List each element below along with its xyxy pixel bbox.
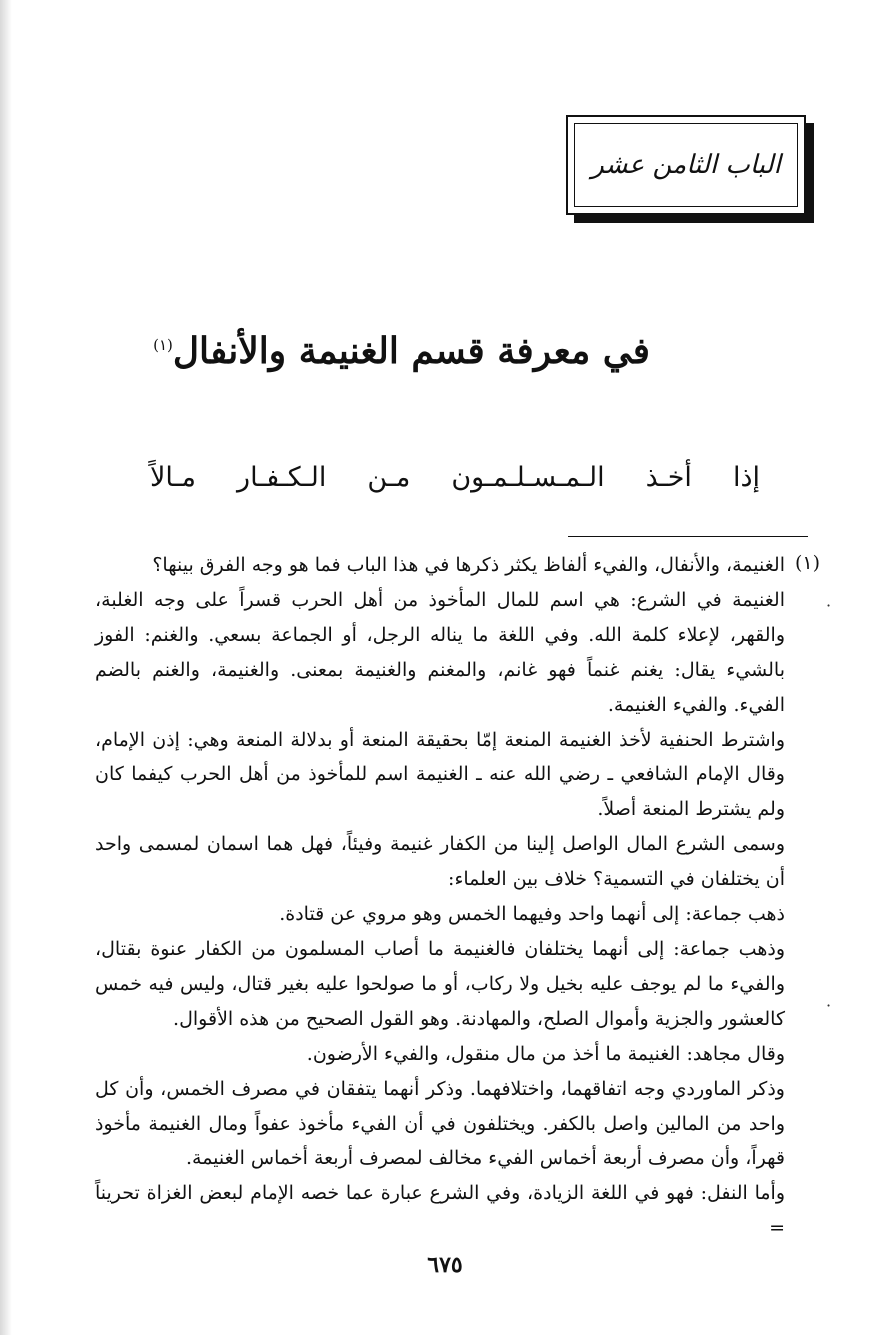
intro-line: إذا أخـذ الـمـسـلـمـون مـن الـكـفـار مـالاً (150, 462, 760, 493)
footnote-body (95, 548, 785, 1246)
margin-mark: · (826, 596, 832, 615)
footnote-marker: (١) (794, 552, 820, 574)
chapter-title: الباب الثامن عشر (591, 150, 781, 180)
footnote-paragraph: وذكر الماوردي وجه اتفاقهما، واختلافهما. وذكر أنهما يتفقان في مصرف الخمس، وأن كل واحد من المالين واصل بالكفر. ويختلفون في أن الفيء مأخوذ عفواً ومال الغنيمة مأخوذ قهراً، وأن مصرف أربعة أخماس الفيء مخالف لمصرف أربعة أخماس الغنيمة. (95, 1077, 785, 1170)
margin-mark: · (826, 996, 832, 1015)
footnote-paragraph: وأما النفل: فهو في اللغة الزيادة، وفي الشرع عبارة عما خصه الإمام لبعض الغزاة تحريناً = (95, 1182, 785, 1240)
scan-edge-shadow (0, 0, 12, 1335)
footnote-paragraph: الغنيمة، والأنفال، والفيء ألفاظ يكثر ذكرها في هذا الباب فما هو وجه الفرق بينها؟ (152, 554, 785, 576)
page-number: ٦٧٥ (427, 1252, 463, 1278)
footnote-paragraph: وسمى الشرع المال الواصل إلينا من الكفار غنيمة وفيئاً، فهل هما اسمان لمسمى واحد أن يختلفان في التسمية؟ خلاف بين العلماء: (95, 833, 785, 891)
footnote-paragraph: ذهب جماعة: إلى أنهما واحد وفيهما الخمس وهو مروي عن قتادة. (279, 903, 785, 926)
footnote-paragraph: وذهب جماعة: إلى أنهما يختلفان فالغنيمة ما أصاب المسلمون من الكفار عنوة بقتال، والفيء ما لم يوجف عليه بخيل ولا ركاب، أو ما صولحوا عليه بغير قتال، وليس فيه خمس كالعشور والجزية وأموال الصلح، والمهادنة. وهو القول الصحيح من هذه الأقوال. (95, 937, 785, 1030)
footnote-paragraph: وقال مجاهد: الغنيمة ما أخذ من مال منقول، والفيء الأرضون. (306, 1042, 785, 1065)
footnote-separator (568, 536, 808, 537)
footnote-paragraph: واشترط الحنفية لأخذ الغنيمة المنعة إمّا بحقيقة المنعة أو بدلالة المنعة وهي: إذن الإمام، وقال الإمام الشافعي ـ رضي الله عنه ـ الغنيمة اسم للمأخوذ من أهل الحرب كيفما كان ولم يشترط المنعة أصلاً. (95, 728, 785, 821)
footnote-paragraph: الغنيمة في الشرع: هي اسم للمال المأخوذ من أهل الحرب قسراً على وجه الغلبة، والقهر، لإعلاء كلمة الله. وفي اللغة ما يناله الرجل، أو الجماعة بسعي. والغنم: الفوز بالشيء يقال: يغنم غنماً فهو غانم، والمغنم والغنيمة بمعنى. والغنيمة، والغنم بالضم الفيء. والفيء الغنيمة. (95, 588, 785, 716)
footnote-reference: (١) (153, 336, 173, 354)
section-title (153, 330, 650, 372)
chapter-box-frame (566, 115, 806, 215)
section-title-text: في معرفة قسم الغنيمة والأنفال (172, 330, 650, 372)
chapter-heading-box (566, 115, 806, 215)
